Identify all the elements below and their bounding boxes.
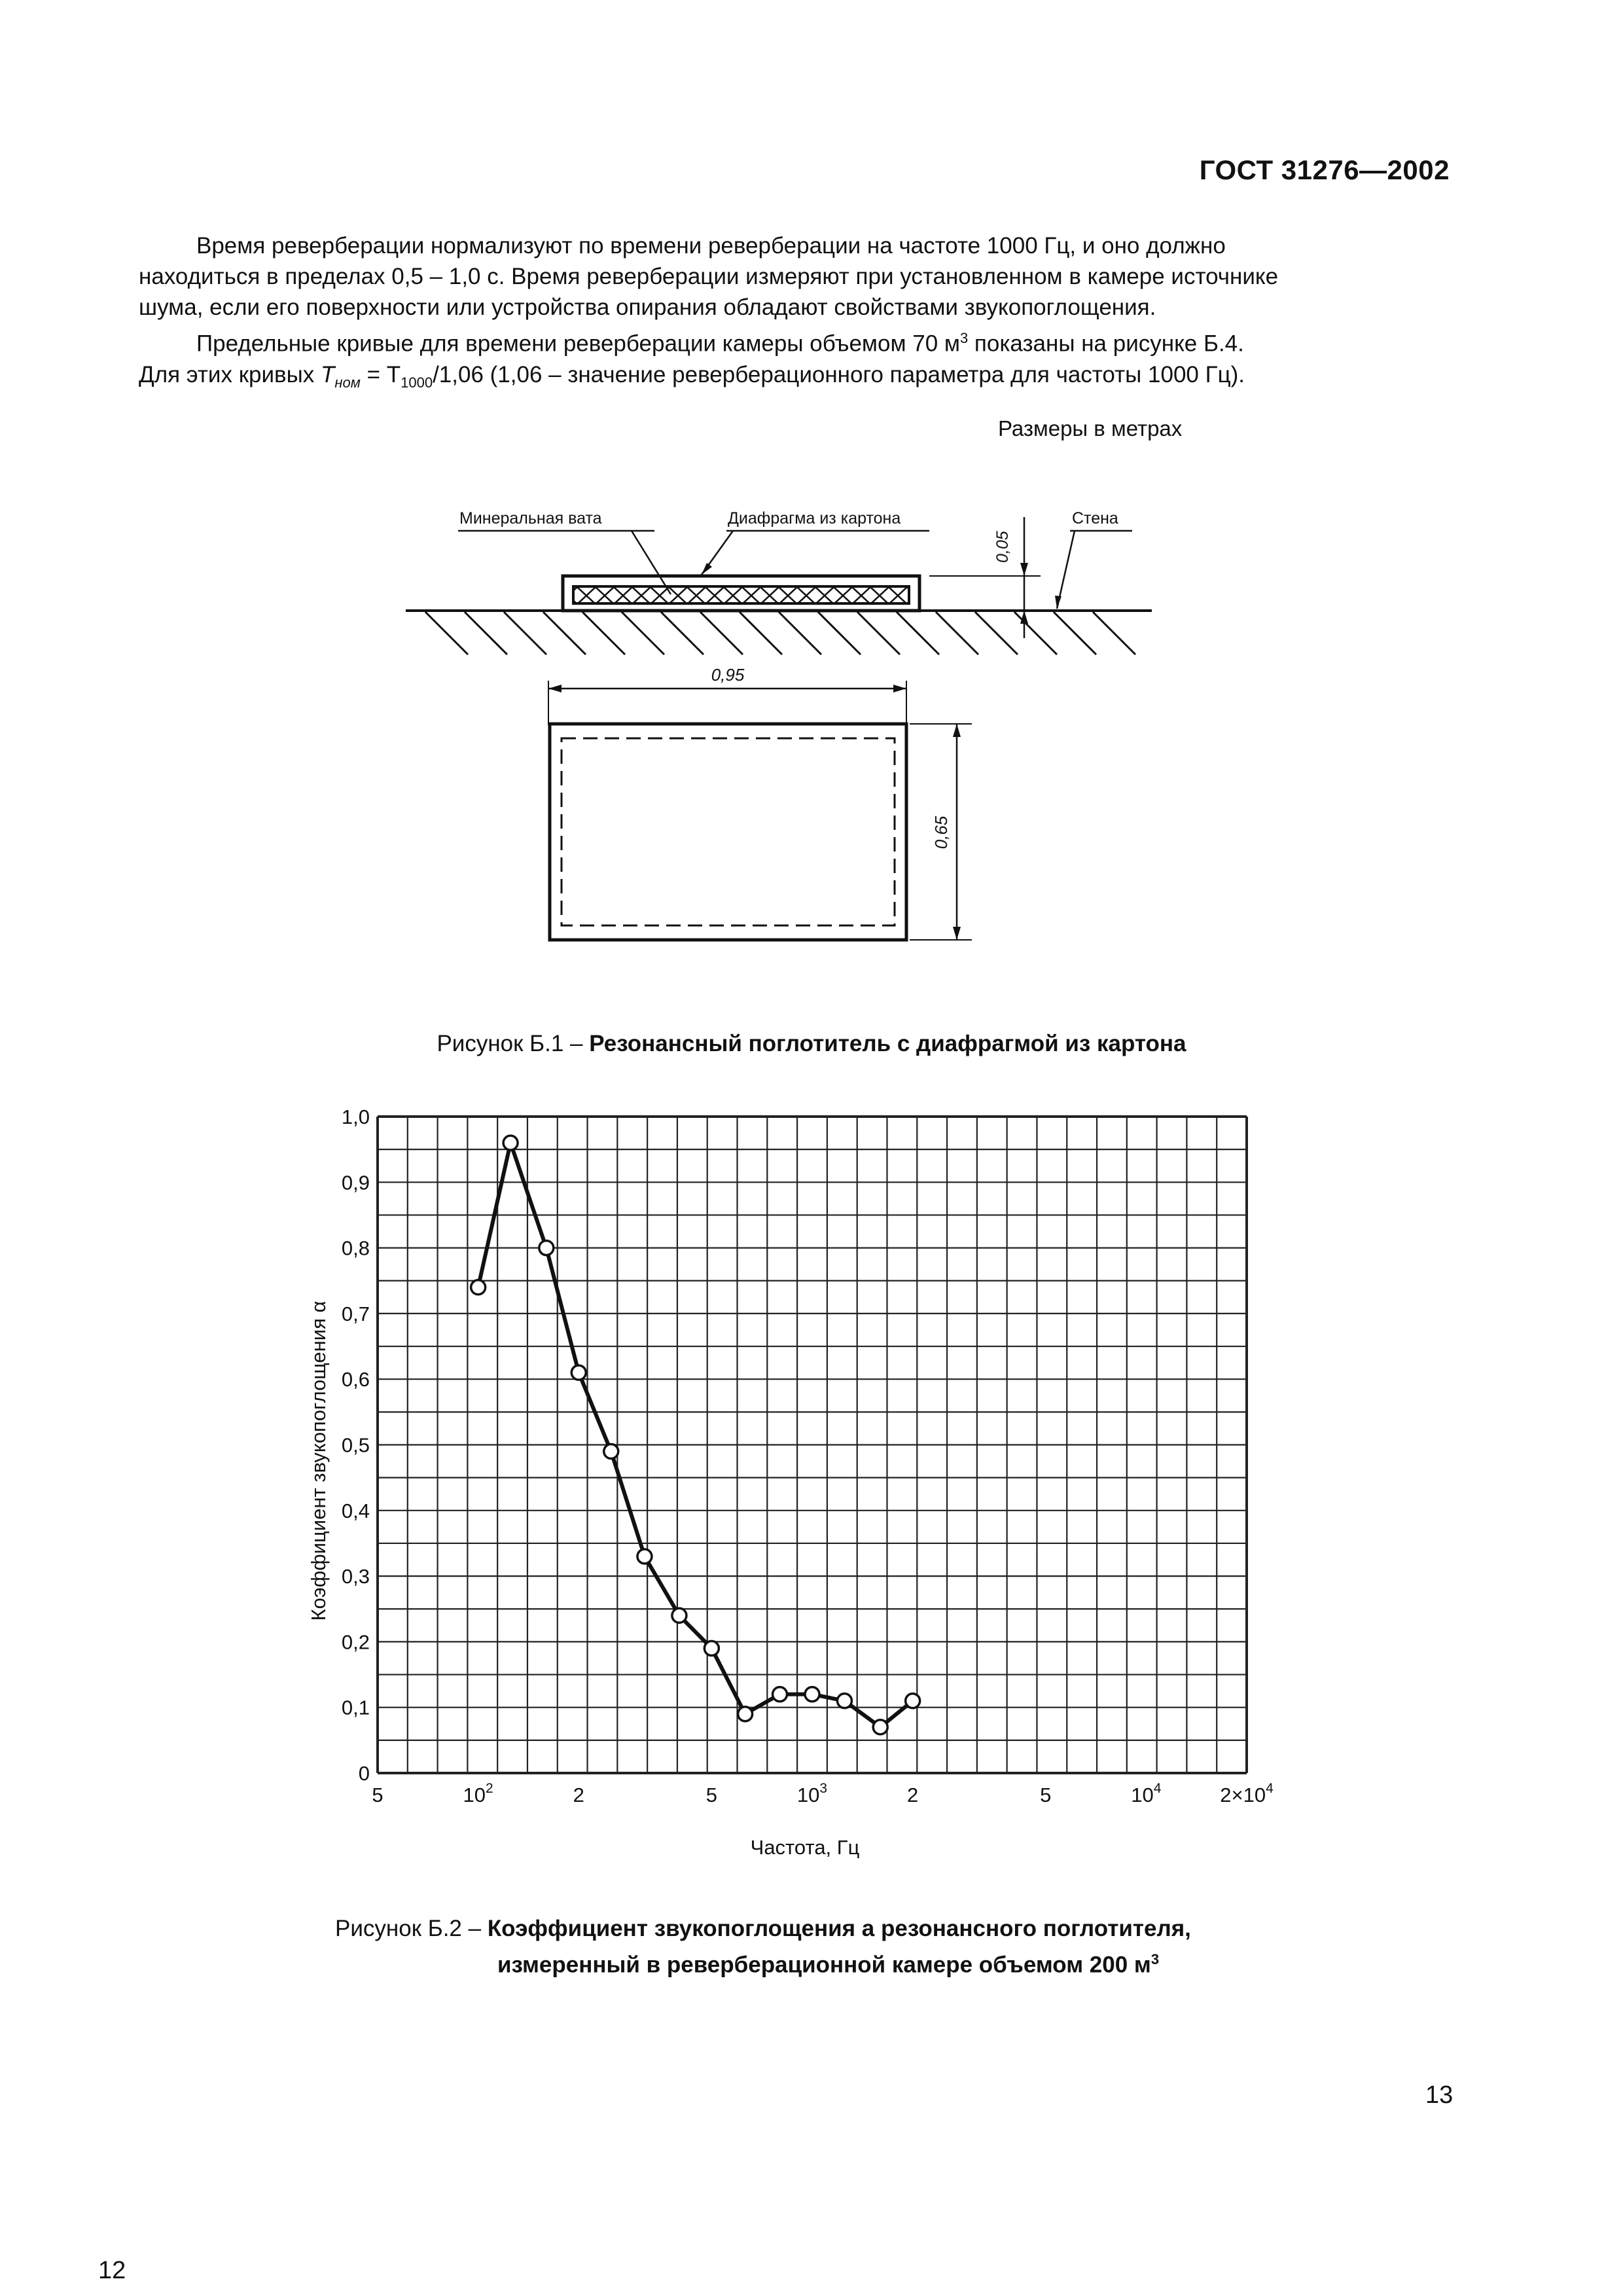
text-fragment: Предельные кривые для времени реверберации камеры объемом 70 м (196, 331, 960, 357)
y-tick-label: 1,0 (341, 1105, 370, 1128)
x-tick-label: $10^2$ (463, 1781, 493, 1806)
y-tick-label: 0,8 (341, 1236, 370, 1260)
label-diaphragm: Диафрагма из картона (728, 509, 901, 528)
text-fragment: /1,06 (1,06 – значение реверберационного параметра для частоты 1000 Гц). (433, 361, 1245, 387)
y-tick-label: 0,2 (341, 1630, 370, 1654)
y-tick-label: 0 (358, 1762, 370, 1785)
y-tick-label: 0,9 (341, 1171, 370, 1194)
data-point (738, 1707, 753, 1721)
data-point (773, 1687, 787, 1702)
x-tick-labels (372, 1781, 1274, 1806)
caption-prefix: Рисунок Б.2 – (335, 1916, 488, 1941)
data-point (837, 1694, 851, 1708)
dim-width: 0,95 (711, 665, 745, 685)
document-header: ГОСТ 31276—2002 (1199, 154, 1450, 185)
label-wall: Стена (1072, 509, 1118, 528)
dim-height: 0,65 (931, 816, 951, 850)
y-axis-label: Коэффициент звукопоглощения α (307, 1300, 330, 1621)
y-tick-label: 0,1 (341, 1696, 370, 1719)
data-point (906, 1694, 920, 1708)
figure2-caption (335, 1913, 1191, 1981)
data-point (704, 1641, 719, 1655)
dim-thickness: 0,05 (993, 531, 1012, 563)
dimensions-note: Размеры в метрах (998, 416, 1183, 440)
x-tick-label: 5 (1040, 1784, 1052, 1806)
x-tick-label: $10^3$ (796, 1781, 828, 1806)
chart-grid (378, 1117, 1247, 1773)
caption-title: измеренный в реверберационной камере объемом 200 м (497, 1952, 1151, 1978)
x-axis-label: Частота, Гц (750, 1836, 860, 1859)
data-point (873, 1720, 887, 1734)
data-point (503, 1136, 518, 1150)
t1000-subscript: 1000 (401, 374, 433, 391)
data-point (539, 1241, 554, 1255)
data-point (672, 1608, 687, 1623)
y-tick-labels (342, 1105, 370, 1785)
x-tick-label: 5 (705, 1784, 717, 1806)
text-fragment: Для этих кривых (139, 361, 321, 387)
data-point (471, 1280, 486, 1295)
caption-title: Резонансный поглотитель с диафрагмой из картона (589, 1031, 1186, 1056)
t-nom-subscript: ном (334, 374, 361, 391)
x-tick-label: $10^4$ (1131, 1781, 1162, 1806)
superscript: 3 (959, 330, 969, 346)
text-fragment: показаны на рисунке Б.4. (968, 331, 1244, 357)
data-point (571, 1365, 586, 1380)
caption-title: Коэффициент звукопоглощения а резонансного поглотителя, (487, 1916, 1191, 1941)
y-tick-label: 0,5 (341, 1433, 370, 1457)
caption-line (335, 1944, 1191, 1981)
y-tick-label: 0,4 (341, 1499, 370, 1522)
superscript: 3 (1150, 1951, 1160, 1967)
page-number-left: 12 (98, 2257, 126, 2284)
series-line (478, 1143, 913, 1727)
t-nom-symbol: T (321, 361, 335, 387)
label-mineral-wool: Минеральная вата (459, 509, 602, 528)
text-fragment: = T (360, 361, 401, 387)
caption-prefix: Рисунок Б.1 – (437, 1031, 590, 1056)
data-point (604, 1444, 618, 1459)
y-tick-label: 0,3 (341, 1565, 370, 1588)
y-tick-label: 0,7 (341, 1302, 370, 1325)
x-tick-label: $2\times 10^4$ (1220, 1781, 1274, 1806)
paragraph-line: Время реверберации нормализуют по времени реверберации на частоте 1000 Гц, и оно должно (196, 233, 1226, 259)
caption-line (335, 1913, 1191, 1944)
paragraph-line: шума, если его поверхности или устройства опирания обладают свойствами звукопоглощения. (139, 295, 1156, 320)
y-tick-label: 0,6 (341, 1368, 370, 1391)
x-tick-label: 2 (907, 1784, 919, 1806)
data-point (637, 1549, 652, 1564)
x-tick-label: 2 (573, 1784, 584, 1806)
x-tick-label: 5 (372, 1784, 383, 1806)
page-number: 13 (1425, 2081, 1454, 2109)
paragraph-line: находиться в пределах 0,5 – 1,0 с. Время реверберации измеряют при установленном в камере источнике (139, 264, 1279, 289)
data-point (805, 1687, 819, 1702)
